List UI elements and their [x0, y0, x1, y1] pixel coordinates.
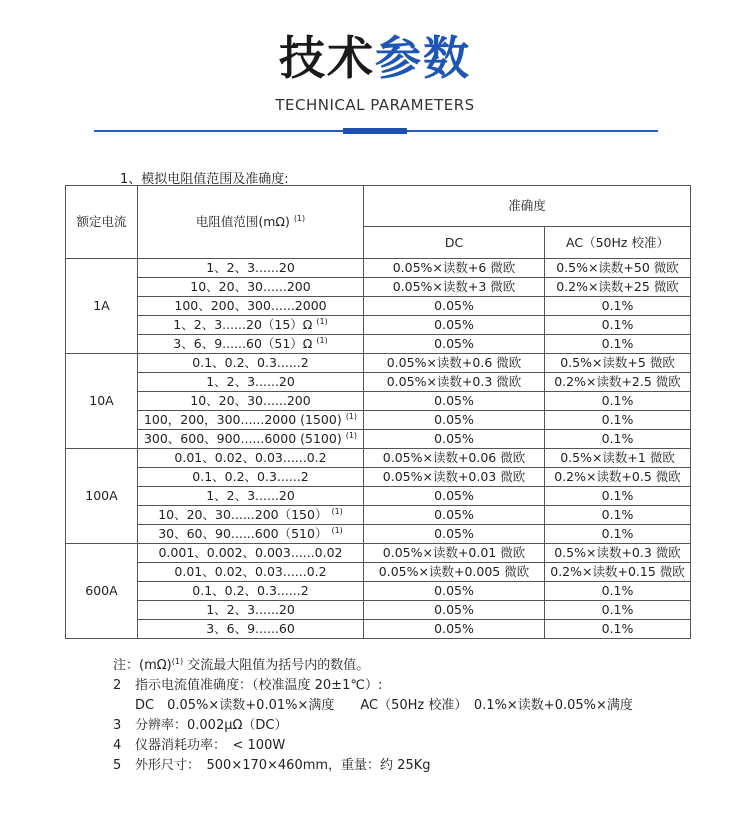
range-footnote-sup: (1) — [316, 317, 328, 326]
note-item-4-num: 4 — [113, 738, 122, 753]
range-cell — [138, 259, 364, 278]
table-row — [66, 373, 691, 392]
note-sup: (1) — [171, 657, 184, 666]
table-row — [66, 449, 691, 468]
table-row — [66, 620, 691, 639]
dc-accuracy-cell: 0.05% — [364, 392, 545, 411]
range-cell — [138, 487, 364, 506]
range-value: 3、6、9......60 — [206, 621, 295, 636]
ac-accuracy-cell: 0.5%×读数+1 微欧 — [545, 449, 691, 468]
ac-accuracy-cell: 0.1% — [545, 620, 691, 639]
range-cell — [138, 354, 364, 373]
table-row — [66, 601, 691, 620]
page-title — [0, 28, 750, 88]
note-item-5-text: 外形尺寸： 500×170×460mm，重量：约 25Kg — [135, 758, 431, 773]
range-cell — [138, 525, 364, 544]
range-value: 1、2、3......20 — [206, 488, 295, 503]
dc-accuracy-cell: 0.05%×读数+0.01 微欧 — [364, 544, 545, 563]
spec-table — [65, 185, 691, 639]
table-row — [66, 354, 691, 373]
current-cell: 1A — [66, 259, 138, 354]
table-row — [66, 411, 691, 430]
range-cell — [138, 601, 364, 620]
dc-accuracy-cell: 0.05%×读数+0.06 微欧 — [364, 449, 545, 468]
dc-accuracy-cell: 0.05%×读数+0.6 微欧 — [364, 354, 545, 373]
note-item-3-num: 3 — [113, 718, 122, 733]
table-row — [66, 582, 691, 601]
range-cell — [138, 563, 364, 582]
table-row — [66, 316, 691, 335]
dc-accuracy-cell: 0.05% — [364, 620, 545, 639]
current-cell: 600A — [66, 544, 138, 639]
ac-accuracy-cell: 0.1% — [545, 582, 691, 601]
range-value: 1、2、3......20（15）Ω — [173, 317, 313, 332]
ac-accuracy-cell: 0.1% — [545, 316, 691, 335]
range-cell — [138, 582, 364, 601]
page-subtitle: TECHNICAL PARAMETERS — [275, 96, 475, 114]
dc-accuracy-cell: 0.05% — [364, 430, 545, 449]
ac-accuracy-cell: 0.2%×读数+0.15 微欧 — [545, 563, 691, 582]
dc-accuracy-cell: 0.05%×读数+6 微欧 — [364, 259, 545, 278]
range-value: 1、2、3......20 — [206, 602, 295, 617]
ac-accuracy-cell: 0.1% — [545, 487, 691, 506]
range-cell — [138, 278, 364, 297]
header-ac: AC（50Hz 校准） — [545, 227, 691, 259]
ac-accuracy-cell: 0.5%×读数+5 微欧 — [545, 354, 691, 373]
note-item-2-num: 2 — [113, 678, 122, 693]
range-value: 0.1、0.2、0.3......2 — [192, 355, 309, 370]
range-value: 10、20、30......200 — [190, 393, 311, 408]
dc-accuracy-cell: 0.05% — [364, 525, 545, 544]
table-row — [66, 506, 691, 525]
range-footnote-sup: (1) — [331, 507, 343, 516]
note-item-2 — [113, 676, 633, 696]
table-row — [66, 544, 691, 563]
dc-accuracy-cell: 0.05% — [364, 297, 545, 316]
range-value: 100、200、300......2000 — [174, 298, 327, 313]
header-accuracy: 准确度 — [364, 186, 691, 227]
range-footnote-sup: (1) — [316, 336, 328, 345]
table-row — [66, 430, 691, 449]
table-row — [66, 335, 691, 354]
range-value: 0.1、0.2、0.3......2 — [192, 469, 309, 484]
range-footnote-sup: (1) — [345, 431, 358, 440]
spec-table-body — [66, 259, 691, 639]
range-cell — [138, 392, 364, 411]
range-value: 300、600、900......6000 (5100) — [143, 431, 342, 446]
range-value: 30、60、90......600（510） — [158, 526, 328, 541]
range-value: 10、20、30......200（150） — [158, 507, 328, 522]
note-prefix: 注：(mΩ) — [113, 658, 172, 673]
range-value: 0.1、0.2、0.3......2 — [192, 583, 309, 598]
dc-accuracy-cell: 0.05% — [364, 411, 545, 430]
range-footnote-sup: (1) — [331, 526, 343, 535]
note-item-2-dc: DC 0.05%×读数+0.01%×满度 — [135, 698, 335, 713]
note-item-2-detail — [113, 696, 633, 716]
range-value: 10、20、30......200 — [190, 279, 311, 294]
ac-accuracy-cell: 0.2%×读数+25 微欧 — [545, 278, 691, 297]
range-value: 3、6、9......60（51）Ω — [173, 336, 313, 351]
table-row — [66, 392, 691, 411]
table-row — [66, 468, 691, 487]
header-range-sup: (1) — [293, 214, 306, 223]
range-cell — [138, 430, 364, 449]
range-cell — [138, 468, 364, 487]
range-cell — [138, 506, 364, 525]
title-divider-accent — [343, 128, 407, 134]
table-row — [66, 525, 691, 544]
header-range — [138, 186, 364, 259]
range-value: 0.001、0.002、0.003......0.02 — [158, 545, 343, 560]
dc-accuracy-cell: 0.05%×读数+0.03 微欧 — [364, 468, 545, 487]
note-item-2-ac: AC（50Hz 校准） 0.1%×读数+0.05%×满度 — [360, 698, 633, 713]
note-text: 交流最大阻值为括号内的数值。 — [187, 658, 370, 673]
dc-accuracy-cell: 0.05%×读数+3 微欧 — [364, 278, 545, 297]
dc-accuracy-cell: 0.05% — [364, 506, 545, 525]
dc-accuracy-cell: 0.05% — [364, 582, 545, 601]
table-row — [66, 487, 691, 506]
header-range-label: 电阻值范围(mΩ) — [195, 214, 290, 229]
range-cell — [138, 335, 364, 354]
table-row — [66, 297, 691, 316]
note-item-4-text: 仪器消耗功率： < 100W — [135, 738, 286, 753]
ac-accuracy-cell: 0.1% — [545, 392, 691, 411]
note-line — [113, 656, 633, 676]
ac-accuracy-cell: 0.1% — [545, 601, 691, 620]
range-cell — [138, 544, 364, 563]
ac-accuracy-cell: 0.2%×读数+2.5 微欧 — [545, 373, 691, 392]
ac-accuracy-cell: 0.1% — [545, 411, 691, 430]
range-value: 100，200，300......2000 (1500) — [143, 412, 342, 427]
current-cell: 10A — [66, 354, 138, 449]
ac-accuracy-cell: 0.1% — [545, 430, 691, 449]
header-current: 额定电流 — [66, 186, 138, 259]
header-dc: DC — [364, 227, 545, 259]
title-dark-part: 技术 — [279, 31, 375, 85]
dc-accuracy-cell: 0.05% — [364, 487, 545, 506]
range-value: 0.01、0.02、0.03......0.2 — [174, 564, 327, 579]
table-row — [66, 259, 691, 278]
table-row — [66, 563, 691, 582]
range-footnote-sup: (1) — [345, 412, 358, 421]
range-value: 1、2、3......20 — [206, 260, 295, 275]
dc-accuracy-cell: 0.05% — [364, 601, 545, 620]
range-value: 1、2、3......20 — [206, 374, 295, 389]
ac-accuracy-cell: 0.1% — [545, 297, 691, 316]
dc-accuracy-cell: 0.05%×读数+0.005 微欧 — [364, 563, 545, 582]
note-item-3-text: 分辨率：0.002μΩ（DC） — [135, 718, 288, 733]
range-cell — [138, 297, 364, 316]
note-item-4 — [113, 736, 633, 756]
table-row — [66, 278, 691, 297]
note-item-5-num: 5 — [113, 758, 122, 773]
ac-accuracy-cell: 0.5%×读数+0.3 微欧 — [545, 544, 691, 563]
current-cell: 100A — [66, 449, 138, 544]
title-blue-part: 参数 — [375, 31, 471, 85]
range-cell — [138, 373, 364, 392]
dc-accuracy-cell: 0.05% — [364, 316, 545, 335]
ac-accuracy-cell: 0.5%×读数+50 微欧 — [545, 259, 691, 278]
note-item-5 — [113, 756, 633, 776]
ac-accuracy-cell: 0.1% — [545, 335, 691, 354]
note-item-3 — [113, 716, 633, 736]
range-cell — [138, 620, 364, 639]
range-value: 0.01、0.02、0.03......0.2 — [174, 450, 327, 465]
ac-accuracy-cell: 0.1% — [545, 506, 691, 525]
dc-accuracy-cell: 0.05%×读数+0.3 微欧 — [364, 373, 545, 392]
ac-accuracy-cell: 0.2%×读数+0.5 微欧 — [545, 468, 691, 487]
range-cell — [138, 449, 364, 468]
section-heading: 1、模拟电阻值范围及准确度: — [120, 172, 289, 187]
dc-accuracy-cell: 0.05% — [364, 335, 545, 354]
note-item-2-text: 指示电流值准确度：（校准温度 20±1℃）: — [135, 678, 383, 693]
ac-accuracy-cell: 0.1% — [545, 525, 691, 544]
range-cell — [138, 316, 364, 335]
range-cell — [138, 411, 364, 430]
notes-block — [113, 656, 633, 776]
